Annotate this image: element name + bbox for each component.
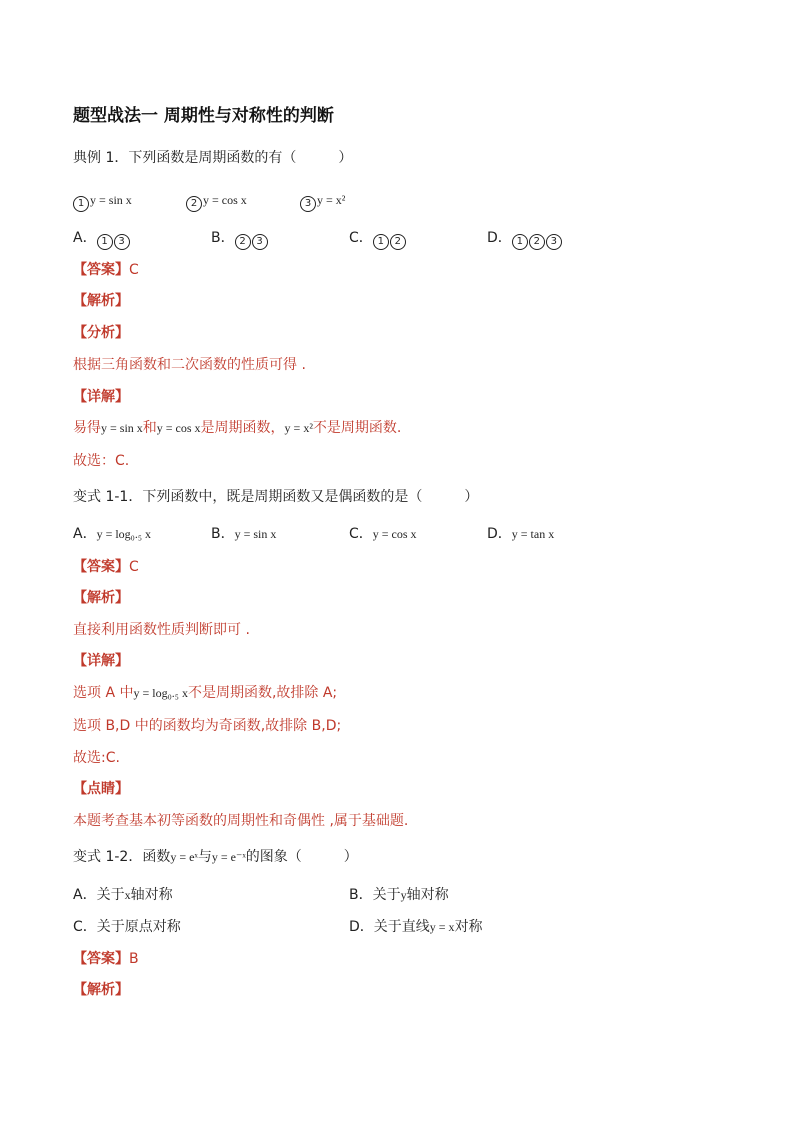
choice-letter: A． bbox=[73, 230, 97, 246]
variant1-comment-text: 本题考查基本初等函数的周期性和奇偶性 ,属于基础题. bbox=[73, 813, 409, 829]
variant2-analysis-tag: 【解析】 bbox=[73, 982, 129, 998]
math-expr: y = eˣ bbox=[170, 850, 198, 864]
variant2-choice-d bbox=[349, 917, 483, 937]
math-expr: y = cos x bbox=[156, 421, 201, 435]
math-expr: y = x² bbox=[317, 193, 346, 207]
example1-fenxi-text: 根据三角函数和二次函数的性质可得 . bbox=[73, 357, 306, 373]
choice-letter: B． bbox=[211, 230, 235, 246]
answer-tag: 【答案】 bbox=[73, 559, 129, 575]
choice-letter: D． bbox=[487, 526, 512, 542]
detail-text: 易得 bbox=[73, 420, 101, 436]
example1-choice-a bbox=[73, 228, 131, 250]
choice-letter: D． bbox=[349, 919, 374, 935]
choice-text: 轴对称 bbox=[406, 887, 449, 903]
stem-text: 的图象（ ） bbox=[245, 849, 358, 865]
circled-number: 2 bbox=[235, 234, 251, 250]
math-expr: y = cos x bbox=[203, 193, 247, 207]
variant1-answer bbox=[73, 557, 139, 577]
detail-text: 不是周期函数,故排除 A; bbox=[187, 685, 338, 701]
math-expr: y = sin x bbox=[234, 527, 277, 541]
example1-stem: 典例 1．下列函数是周期函数的有（ ） bbox=[73, 150, 353, 166]
example1-choice-c bbox=[349, 228, 407, 250]
choice-letter: C． bbox=[73, 919, 97, 935]
variant1-detail-1 bbox=[73, 683, 337, 703]
example1-item-3 bbox=[300, 190, 345, 212]
math-expr: y = sin x bbox=[90, 193, 132, 207]
choice-text: 轴对称 bbox=[130, 887, 173, 903]
choice-letter: B． bbox=[211, 526, 235, 542]
choice-letter: A． bbox=[73, 887, 97, 903]
variant2-stem bbox=[73, 847, 358, 867]
circled-number: 3 bbox=[546, 234, 562, 250]
math-expr: y = x bbox=[429, 920, 455, 934]
variant1-choice-b bbox=[211, 524, 276, 544]
answer-value: C bbox=[129, 262, 139, 278]
circled-number: 1 bbox=[73, 196, 89, 212]
circled-number: 1 bbox=[512, 234, 528, 250]
circled-number: 3 bbox=[300, 196, 316, 212]
example1-fenxi-tag: 【分析】 bbox=[73, 325, 129, 341]
variant1-conclusion: 故选:C. bbox=[73, 750, 120, 766]
math-expr: y = x² bbox=[284, 421, 313, 435]
variant1-choice-c bbox=[349, 524, 417, 544]
example1-conclusion: 故选：C. bbox=[73, 453, 130, 469]
answer-tag: 【答案】 bbox=[73, 262, 129, 278]
choice-letter: C． bbox=[349, 526, 373, 542]
variant1-detail-tag: 【详解】 bbox=[73, 653, 129, 669]
circled-number: 2 bbox=[186, 196, 202, 212]
choice-text: 关于 bbox=[96, 887, 125, 903]
section-title: 题型战法一 周期性与对称性的判断 bbox=[73, 106, 334, 126]
example1-analysis-tag: 【解析】 bbox=[73, 293, 129, 309]
circled-number: 1 bbox=[97, 234, 113, 250]
math-expr: x bbox=[124, 888, 131, 902]
answer-value: C bbox=[129, 559, 139, 575]
example1-choice-b bbox=[211, 228, 269, 250]
circled-number: 3 bbox=[114, 234, 130, 250]
math-expr: y = log₀.₅ x bbox=[133, 686, 188, 700]
choice-text: 对称 bbox=[454, 919, 483, 935]
circled-number: 3 bbox=[252, 234, 268, 250]
math-expr: y = log₀.₅ x bbox=[96, 527, 152, 541]
variant2-choice-a bbox=[73, 885, 173, 905]
example1-detail-tag: 【详解】 bbox=[73, 389, 129, 405]
choice-text: 关于原点对称 bbox=[96, 919, 181, 935]
math-expr: y = tan x bbox=[511, 527, 555, 541]
example1-item-1 bbox=[73, 190, 132, 212]
variant1-analysis-tag: 【解析】 bbox=[73, 590, 129, 606]
circled-number: 1 bbox=[373, 234, 389, 250]
choice-text: 关于 bbox=[372, 887, 401, 903]
detail-text: 和 bbox=[142, 420, 157, 436]
variant1-detail-2: 选项 B,D 中的函数均为奇函数,故排除 B,D; bbox=[73, 718, 342, 734]
detail-text: 不是周期函数. bbox=[312, 420, 402, 436]
variant1-stem: 变式 1-1．下列函数中，既是周期函数又是偶函数的是（ ） bbox=[73, 489, 479, 505]
detail-text: 选项 A 中 bbox=[73, 685, 134, 701]
variant1-choice-a bbox=[73, 524, 151, 544]
variant1-choice-d bbox=[487, 524, 554, 544]
choice-letter: A． bbox=[73, 526, 97, 542]
math-expr: y = e⁻ˣ bbox=[211, 850, 246, 864]
example1-choice-d bbox=[487, 228, 563, 250]
math-expr: y bbox=[400, 888, 407, 902]
variant2-choice-c bbox=[73, 917, 181, 937]
choice-letter: B． bbox=[349, 887, 373, 903]
variant2-choice-b bbox=[349, 885, 449, 905]
answer-tag: 【答案】 bbox=[73, 951, 129, 967]
detail-text: 是周期函数， bbox=[200, 420, 285, 436]
choice-letter: C． bbox=[349, 230, 373, 246]
answer-value: B bbox=[129, 951, 139, 967]
circled-number: 2 bbox=[390, 234, 406, 250]
variant1-comment-tag: 【点睛】 bbox=[73, 781, 129, 797]
choice-text: 关于直线 bbox=[373, 919, 430, 935]
choice-letter: D． bbox=[487, 230, 512, 246]
example1-answer bbox=[73, 260, 139, 280]
stem-text: 变式 1-2．函数 bbox=[73, 849, 171, 865]
example1-item-2 bbox=[186, 190, 247, 212]
math-expr: y = sin x bbox=[101, 421, 143, 435]
variant1-analysis-text: 直接利用函数性质判断即可 . bbox=[73, 622, 250, 638]
stem-text: 与 bbox=[197, 849, 212, 865]
circled-number: 2 bbox=[529, 234, 545, 250]
math-expr: y = cos x bbox=[372, 527, 417, 541]
example1-detail bbox=[73, 418, 401, 438]
variant2-answer bbox=[73, 949, 139, 969]
